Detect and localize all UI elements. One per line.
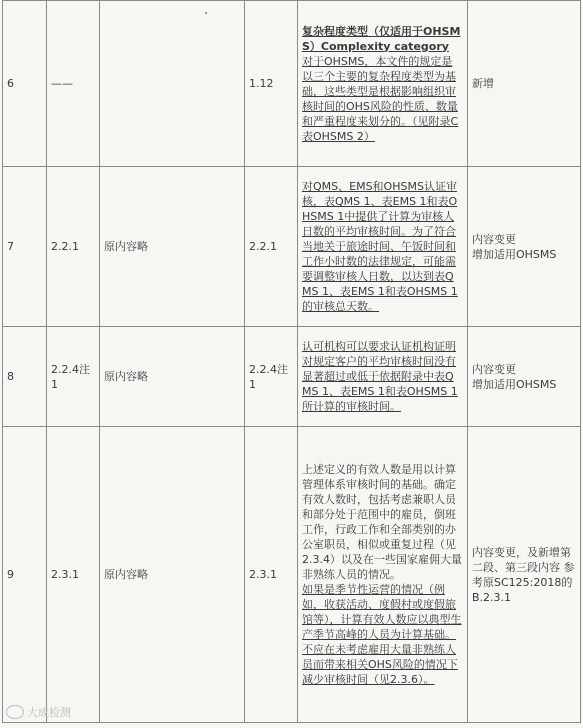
old-clause: —— — [47, 1, 100, 167]
row-number: 7 — [3, 167, 47, 327]
old-content: 原内容略 — [100, 427, 245, 723]
content-paragraph: 如果是季节性运营的情况（例如，收获活动、度假村或度假旅馆等），计算有效人数应以典型生产季节高峰的人员为计算基础。 — [302, 583, 462, 641]
old-clause: 2.2.1 — [47, 167, 100, 327]
revision-table — [2, 0, 581, 723]
table-row — [3, 167, 581, 327]
watermark-logo-icon — [6, 705, 24, 719]
old-content — [100, 1, 245, 167]
watermark-text: 大成检测 — [27, 706, 71, 719]
content-body: 认可机构可以要求认证机构证明对规定客户的平均审核时间没有显著超过或低于依据附录中表QMS 1、表EMS 1和表OHSMS 1所计算的审核时间。 — [302, 340, 458, 413]
new-content — [298, 327, 468, 427]
content-paragraph: 不应在未考虑雇用大量非熟练人员而带来相关OHS风险的情况下减少审核时间（见2.3.6）。 — [302, 643, 458, 686]
old-clause: 2.3.1 — [47, 427, 100, 723]
content-body: 对于OHSMS，本文件的规定是以三个主要的复杂程度类型为基础，这些类型是根据影响组织审核时间的OHS风险的性质、数量和严重程度来划分的。（见附录C 表OHSMS 2） — [302, 54, 459, 143]
remark-line: 增加适用OHSMS — [472, 377, 557, 391]
remark-line: 增加适用OHSMS — [472, 247, 557, 261]
remark: 新增 — [468, 1, 581, 167]
remark — [468, 167, 581, 327]
watermark — [6, 704, 71, 720]
old-content: 原内容略 — [100, 327, 245, 427]
table-row — [3, 1, 581, 167]
new-clause: 1.12 — [245, 1, 298, 167]
content-title: 复杂程度类型（仅适用于OHSMS）Complexity category — [302, 24, 461, 53]
content-paragraph: 上述定义的有效人数是用以计算管理体系审核时间的基础。确定有效人数时，包括考虑兼职人员和部分处于范围中的雇员，倒班工作，行政工作和全部类别的办公室职员，相似或重复过程（见2.3.4）以及在一些国家雇佣大量非熟练人员的情况。 — [302, 463, 462, 581]
new-clause: 2.2.4注1 — [245, 327, 298, 427]
remark: 内容变更，及新增第二段、第三段内容 参考原SC125:2018的B.2.3.1 — [468, 427, 581, 723]
table-row — [3, 327, 581, 427]
table-row — [3, 427, 581, 723]
new-content — [298, 167, 468, 327]
content-body: 对QMS、EMS和OHSMS认证审核，表QMS 1、表EMS 1和表OHSMS 1中提供了计算为审核人日数的平均审核时间。为了符合当地关于旅途时间、午饭时间和工作小时数的法律规定，可能需要调整审核人日数，以达到表QMS 1、表EMS 1和表OHSMS 1的审核总天数。 — [302, 180, 458, 313]
remark — [468, 327, 581, 427]
scan-speck — [205, 12, 207, 14]
new-clause: 2.2.1 — [245, 167, 298, 327]
old-content: 原内容略 — [100, 167, 245, 327]
new-content — [298, 427, 468, 723]
remark-line: 内容变更 — [472, 362, 516, 376]
new-clause: 2.3.1 — [245, 427, 298, 723]
row-number: 9 — [3, 427, 47, 723]
row-number: 6 — [3, 1, 47, 167]
old-clause: 2.2.4注1 — [47, 327, 100, 427]
remark-line: 内容变更 — [472, 232, 516, 246]
row-number: 8 — [3, 327, 47, 427]
new-content — [298, 1, 468, 167]
